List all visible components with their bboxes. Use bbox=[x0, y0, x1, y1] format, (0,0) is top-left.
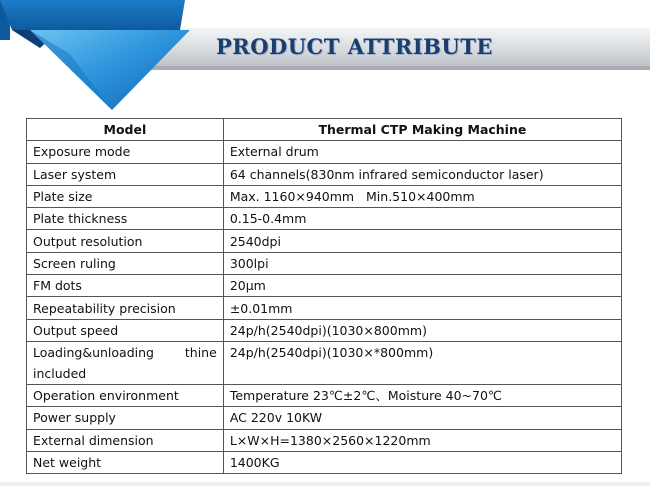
row-label: FM dots bbox=[27, 275, 224, 297]
row-value: AC 220v 10KW bbox=[223, 407, 621, 429]
row-label: Screen ruling bbox=[27, 252, 224, 274]
row-label: External dimension bbox=[27, 429, 224, 451]
footer-divider bbox=[0, 482, 650, 486]
row-value: 2540dpi bbox=[223, 230, 621, 252]
row-value: Max. 1160×940mm Min.510×400mm bbox=[223, 185, 621, 207]
row-value: 24p/h(2540dpi)(1030×800mm) bbox=[223, 319, 621, 341]
row-value: 24p/h(2540dpi)(1030×*800mm) bbox=[223, 341, 621, 384]
row-label-line-1 bbox=[33, 342, 217, 363]
row-label: Output speed bbox=[27, 319, 224, 341]
table-row bbox=[27, 429, 622, 451]
table-row bbox=[27, 275, 622, 297]
banner-graphic bbox=[0, 0, 650, 120]
row-label: Exposure mode bbox=[27, 141, 224, 163]
row-value: 64 channels(830nm infrared semiconductor laser) bbox=[223, 163, 621, 185]
spec-table bbox=[26, 118, 622, 474]
row-value: ±0.01mm bbox=[223, 297, 621, 319]
table-row bbox=[27, 208, 622, 230]
row-value: Temperature 23℃±2℃、Moisture 40~70℃ bbox=[223, 384, 621, 406]
row-value: 1400KG bbox=[223, 451, 621, 473]
table-row bbox=[27, 185, 622, 207]
table-row bbox=[27, 407, 622, 429]
table-row bbox=[27, 163, 622, 185]
row-value: 20μm bbox=[223, 275, 621, 297]
table-row bbox=[27, 384, 622, 406]
row-label: Power supply bbox=[27, 407, 224, 429]
row-label-part: Loading&unloading bbox=[33, 344, 154, 360]
table-row bbox=[27, 297, 622, 319]
row-label: Repeatability precision bbox=[27, 297, 224, 319]
row-label: Output resolution bbox=[27, 230, 224, 252]
table-row bbox=[27, 141, 622, 163]
banner bbox=[0, 0, 650, 120]
row-value: 0.15-0.4mm bbox=[223, 208, 621, 230]
row-label-part: thine bbox=[184, 344, 217, 360]
row-label: Laser system bbox=[27, 163, 224, 185]
column-header-product: Thermal CTP Making Machine bbox=[223, 119, 621, 141]
table-row bbox=[27, 252, 622, 274]
row-label bbox=[27, 341, 224, 384]
page-title: PRODUCT ATTRIBUTE bbox=[216, 34, 493, 59]
table-row bbox=[27, 230, 622, 252]
row-value: 300lpi bbox=[223, 252, 621, 274]
table-row bbox=[27, 451, 622, 473]
table-header-row bbox=[27, 119, 622, 141]
row-value: External drum bbox=[223, 141, 621, 163]
table-row bbox=[27, 319, 622, 341]
column-header-model: Model bbox=[27, 119, 224, 141]
row-label: Plate size bbox=[27, 185, 224, 207]
row-label-line-2: included bbox=[33, 365, 87, 381]
row-label: Operation environment bbox=[27, 384, 224, 406]
table-row bbox=[27, 341, 622, 384]
row-label: Plate thickness bbox=[27, 208, 224, 230]
row-value: L×W×H=1380×2560×1220mm bbox=[223, 429, 621, 451]
row-label: Net weight bbox=[27, 451, 224, 473]
